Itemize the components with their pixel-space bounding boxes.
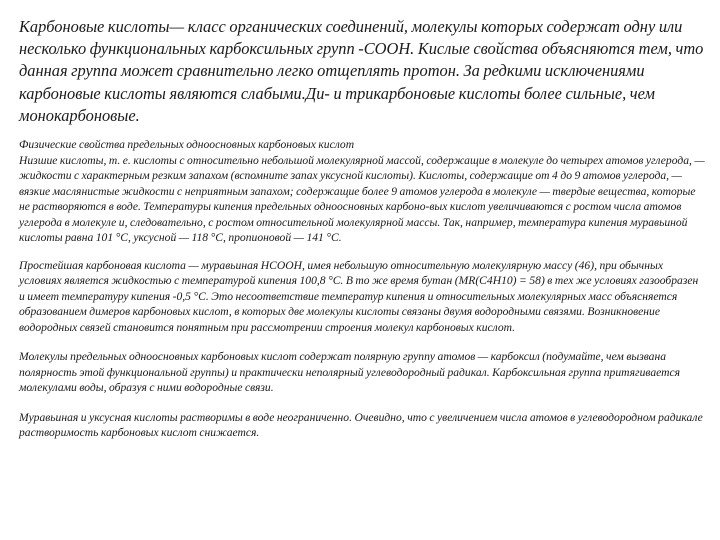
physical-properties-block: [19, 137, 706, 246]
intro-paragraph: Карбоновые кислоты— класс органических соединений, молекулы которых содержат одну или несколько функциональных карбоксильных групп -COOH. Кислые свойства объясняются тем, что данная группа может сравнительно легко отщеплять протон. За редкими исключениями карбоновые кислоты являются слабыми.Ди- и трикарбоновые кислоты более сильные, чем монокарбоновые.: [19, 17, 704, 125]
polarity-block: [19, 349, 706, 396]
solubility-block: [19, 410, 706, 441]
physical-properties-paragraph: Низшие кислоты, т. е. кислоты с относительно небольшой молекулярной массой, содержащие в молекуле до четырех атомов углерода, — жидкости с характерным резким запахом (вспомните запах уксусной кислоты). Кислоты, содержащие от 4 до 9 атомов углерода, — вязкие маслянистые жидкости с неприятным запахом; содержащие более 9 атомов углерода в молекуле — твердые вещества, которые не растворяются в воде. Температуры кипения предельных одноосновных карбоно-вых кислот увеличиваются с ростом числа атомов углерода в молекуле и, следовательно, с ростом относительной молекулярной массы. Так, например, температура кипения муравьиной кислоты равна 101 °С, уксусной — 118 °С, пропионовой — 141 °С.: [19, 153, 705, 245]
solubility-paragraph: Муравьиная и уксусная кислоты растворимы в воде неограниченно. Очевидно, что с увеличением числа атомов в углеводородном радикале растворимость карбоновых кислот снижается.: [19, 410, 703, 440]
content-section: [19, 137, 706, 441]
polarity-paragraph: Молекулы предельных одноосновных карбоновых кислот содержат полярную группу атомов — карбоксил (подумайте, чем вызвана полярность этой функциональной группы) и практически неполярный углеводородный радикал. Карбоксильная группа притягивается молекулами воды, образуя с ними водородные связи.: [19, 350, 681, 395]
formic-acid-block: [19, 258, 706, 336]
formic-acid-paragraph: Простейшая карбоновая кислота — муравьиная НСООН, имея небольшую относительную молекулярную массу (46), при обычных условиях является жидкостью с температурой кипения 100,8 °С. В то же время бутан (MR(C4H10) = 58) в тех же условиях газообразен и имеет температуру кипения -0,5 °С. Это несоответствие температур кипения и относительных молекулярных масс объясняется образованием димеров карбоновых кислот, в которых две молекулы кислоты связаны двумя водородными связями. Возникновение водородных связей становится понятным при рассмотрении строения молекул карбоновых кислот.: [19, 258, 699, 334]
physical-properties-heading: Физические свойства предельных одноосновных карбоновых кислот: [19, 138, 355, 152]
